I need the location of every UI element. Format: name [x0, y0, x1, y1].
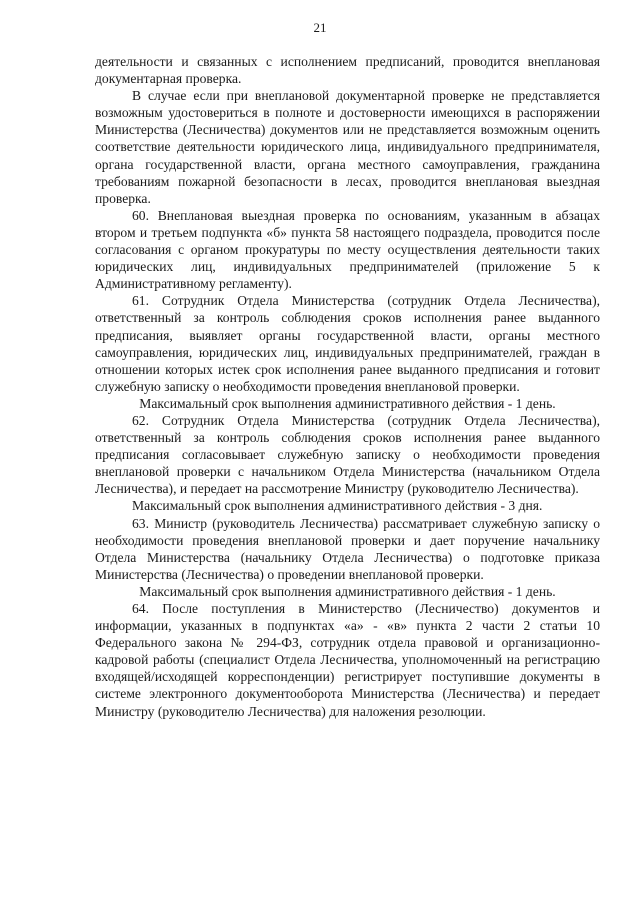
paragraph-item-61: 61. Сотрудник Отдела Министерства (сотрудник Отдела Лесничества), ответственный за контроль соблюдения сроков исполнения ранее выданного предписания, выявляет органы государственной власти, органы местного самоуправления, юридических лиц, индивидуальных предпринимателей, граждан в отношении которых истек срок исполнения ранее выданного предписания и готовит служебную записку о необходимости проведения внеплановой проверки.: [95, 293, 600, 394]
document-body: [95, 53, 600, 720]
paragraph-item-63: 63. Министр (руководитель Лесничества) рассматривает служебную записку о необходимости проведения внеплановой проверки и дает поручение начальнику Отдела Министерства (начальнику Отдела Лесничества) о подготовке приказа Министерства (Лесничества) о проведении внеплановой проверки.: [95, 515, 600, 582]
deadline-note: Максимальный срок выполнения административного действия - 1 день.: [139, 583, 556, 599]
deadline-note: Максимальный срок выполнения административного действия - 1 день.: [139, 395, 556, 411]
paragraph-item-64: 64. После поступления в Министерство (Лесничество) документов и информации, указанных в подпунктах «а» - «в» пункта 2 части 2 статьи 10 Федерального закона № 294-ФЗ, сотрудник отдела правовой и организационно-кадровой работы (специалист Отдела Лесничества, уполномоченный на регистрацию входящей/исходящей корреспонденции) регистрирует поступившие документы в системе электронного документооборота Министерства (Лесничества) и передает Министру (руководителю Лесничества) для наложения резолюции.: [95, 601, 600, 719]
paragraph-item-60: 60. Внеплановая выездная проверка по основаниям, указанным в абзацах втором и третьем подпункта «б» пункта 58 настоящего подраздела, проводится после согласования с органом прокуратуры по месту осуществления деятельности таких юридических лиц, индивидуальных предпринимателей (приложение 5 к Административному регламенту).: [95, 207, 600, 292]
paragraph: деятельности и связанных с исполнением предписаний, проводится внеплановая документарная проверка.: [95, 54, 600, 87]
paragraph: В случае если при внеплановой документарной проверке не представляется возможным удостовериться в полноте и достоверности имеющихся в распоряжении Министерства (Лесничества) документов или не представляется возможным оценить соответствие деятельности юридического лица, индивидуального предпринимателя, органа государственной власти, органа местного самоуправления, гражданина требованиям пожарной безопасности в лесах, проводится внеплановая выездная проверка.: [95, 88, 600, 206]
paragraph-item-62: 62. Сотрудник Отдела Министерства (сотрудник Отдела Лесничества), ответственный за контроль соблюдения сроков исполнения ранее выданного предписания согласовывает служебную записку о необходимости проведения внеплановой проверки с начальником Отдела Министерства (начальником Отдела Лесничества), и передает на рассмотрение Министру (руководителю Лесничества).: [95, 412, 600, 497]
page-number: 21: [313, 20, 327, 35]
deadline-note: Максимальный срок выполнения административного действия - 3 дня.: [132, 498, 543, 514]
